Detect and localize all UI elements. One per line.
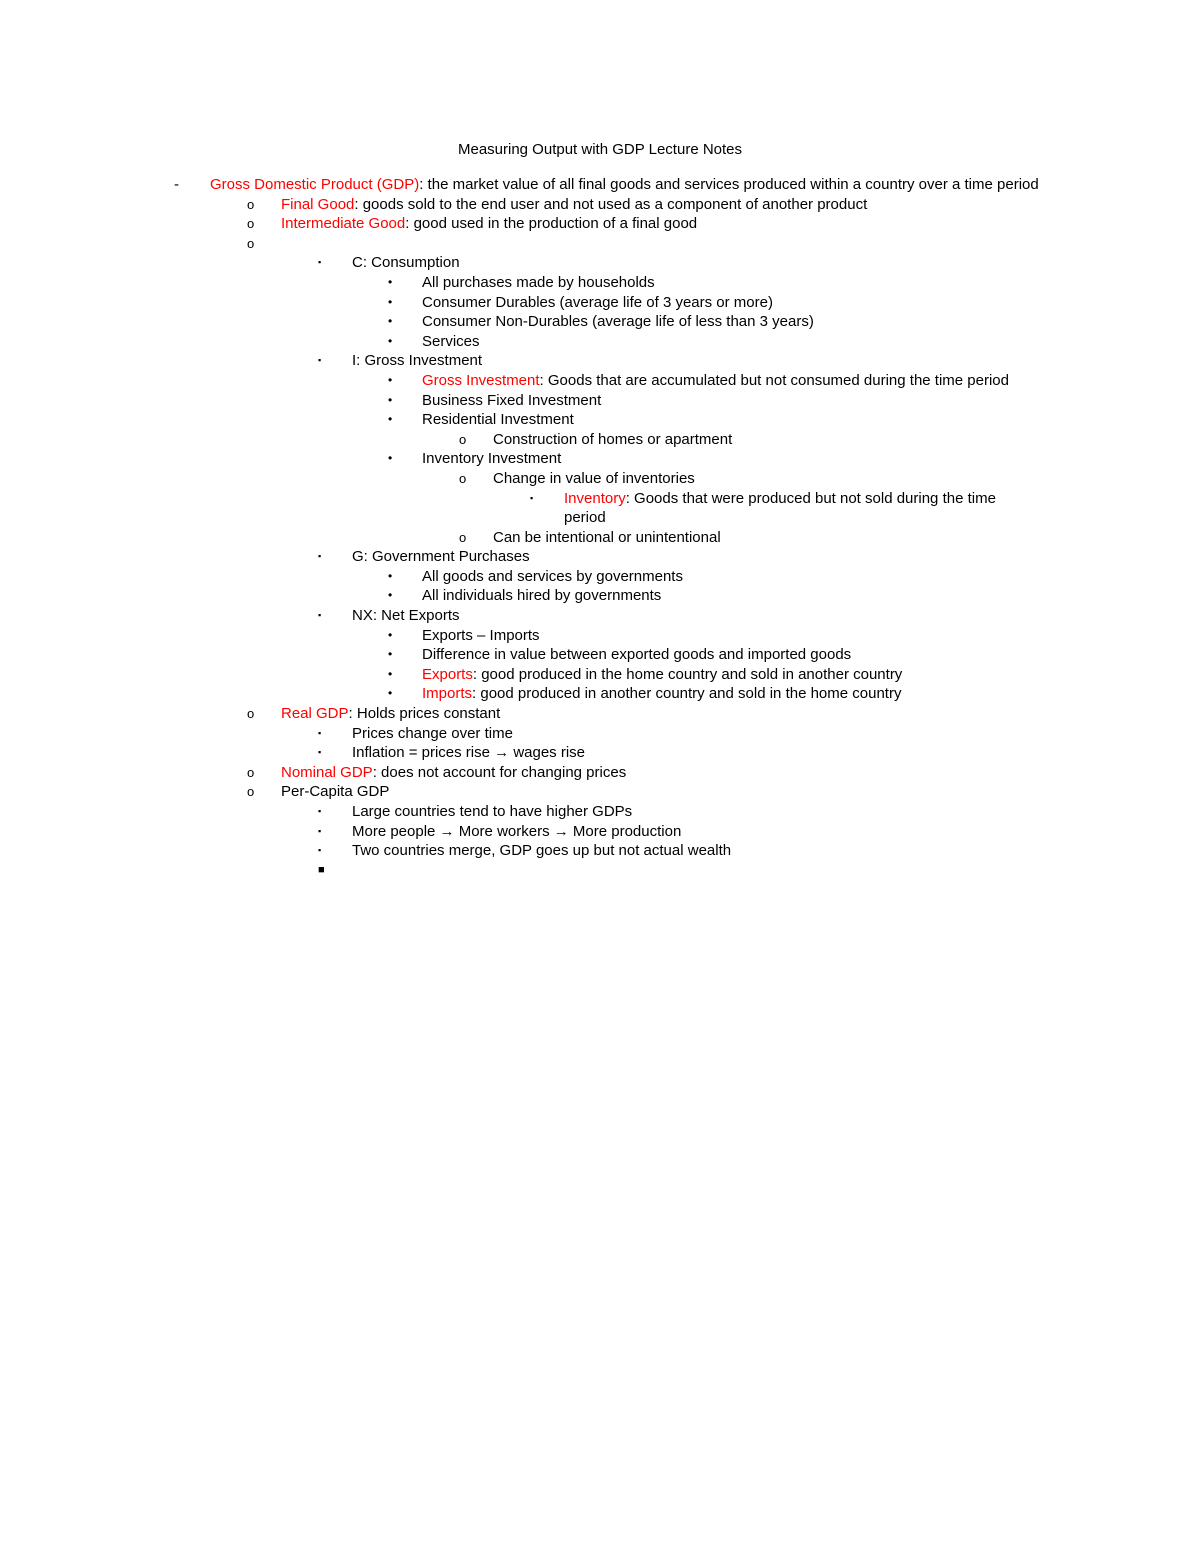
item-body: : Holds prices constant (348, 705, 501, 723)
list-item (0, 449, 1200, 469)
item-body: G: Government Purchases (352, 548, 530, 566)
list-item (0, 430, 1200, 450)
list-item-text (281, 763, 1041, 783)
list-item (0, 391, 1200, 411)
list-item-text (281, 214, 1041, 234)
item-body: Inventory Investment (422, 450, 562, 468)
list-item (0, 665, 1200, 685)
list-item-text (352, 547, 1042, 567)
list-item (0, 782, 1200, 802)
square-bullet: ▪ (318, 257, 322, 268)
item-body: Can be intentional or unintentional (493, 528, 721, 546)
list-item-text (281, 704, 1041, 724)
disc-bullet: • (388, 588, 393, 603)
disc-bullet: • (388, 686, 393, 701)
disc-bullet: • (388, 666, 393, 681)
disc-bullet: • (388, 314, 393, 329)
list-item-text (352, 861, 1042, 881)
list-item (0, 195, 1200, 215)
defined-term: Final Good (281, 195, 355, 213)
item-body: All individuals hired by governments (422, 587, 662, 605)
square-bullet: ▪ (318, 845, 322, 856)
list-item (0, 293, 1200, 313)
disc-bullet: • (388, 333, 393, 348)
list-item (0, 351, 1200, 371)
item-body: Per-Capita GDP (281, 783, 390, 801)
list-item (0, 253, 1200, 273)
square-bullet: ■ (318, 863, 325, 876)
list-item-text (422, 332, 1042, 352)
item-body: Consumer Non-Durables (average life of less than 3 years) (422, 313, 814, 331)
list-item-text (422, 586, 1042, 606)
list-item (0, 822, 1200, 842)
list-item (0, 724, 1200, 744)
circle-bullet: o (247, 216, 255, 232)
circle-bullet: o (247, 764, 255, 780)
list-item-text (352, 724, 1042, 744)
list-item-text (352, 841, 1042, 861)
list-item-text (422, 626, 1042, 646)
outline-list (0, 175, 1200, 880)
item-body: I: Gross Investment (352, 352, 483, 370)
square-bullet: ▪ (318, 610, 322, 621)
item-body: More people → More workers → More production (352, 822, 682, 840)
list-item (0, 743, 1200, 763)
defined-term: Nominal GDP (281, 763, 373, 781)
disc-bullet: • (388, 372, 393, 387)
disc-bullet: • (388, 627, 393, 642)
item-body: Residential Investment (422, 411, 574, 429)
circle-bullet: o (247, 196, 255, 212)
circle-bullet: o (459, 470, 467, 486)
item-body: NX: Net Exports (352, 607, 460, 625)
item-body: : Goods that are accumulated but not consumed during the time period (539, 371, 1009, 389)
square-bullet: ▪ (318, 825, 322, 836)
list-item (0, 841, 1200, 861)
disc-bullet: • (388, 294, 393, 309)
item-body: : the market value of all final goods and services produced within a country over a time period (419, 176, 1039, 193)
item-body: Construction of homes or apartment (493, 430, 733, 448)
list-item (0, 371, 1200, 391)
list-item-text (422, 273, 1042, 293)
list-item-text (422, 371, 1042, 391)
item-body: Services (422, 332, 480, 350)
defined-term: Real GDP (281, 705, 349, 723)
item-body: Difference in value between exported goods and imported goods (422, 646, 852, 664)
item-body: : good produced in the home country and sold in another country (472, 665, 903, 683)
list-item-text (352, 743, 1042, 763)
circle-bullet: o (459, 431, 467, 447)
disc-bullet: • (388, 392, 393, 407)
list-item-text (352, 606, 1042, 626)
item-body: Change in value of inventories (493, 469, 695, 487)
disc-bullet: • (388, 274, 393, 289)
list-item (0, 567, 1200, 587)
list-item-text (422, 449, 1042, 469)
defined-term: Imports (422, 685, 473, 703)
item-body: All purchases made by households (422, 273, 655, 291)
square-bullet: ▪ (318, 747, 322, 758)
list-item-text (352, 822, 1042, 842)
item-body: : good produced in another country and sold in the home country (472, 685, 902, 703)
list-item (0, 214, 1200, 234)
circle-bullet: o (459, 529, 467, 545)
square-bullet: ▪ (318, 355, 322, 366)
item-body: Large countries tend to have higher GDPs (352, 803, 633, 820)
circle-bullet: o (247, 706, 255, 722)
list-item-text (281, 234, 1041, 254)
item-body: Business Fixed Investment (422, 391, 602, 409)
list-item (0, 704, 1200, 724)
list-item (0, 312, 1200, 332)
list-item-text (564, 489, 1019, 528)
square-bullet: ▪ (318, 551, 322, 562)
item-body: Two countries merge, GDP goes up but not actual wealth (352, 842, 732, 860)
list-item (0, 489, 1200, 528)
item-body: Prices change over time (352, 724, 513, 742)
disc-bullet: • (388, 451, 393, 466)
list-item (0, 606, 1200, 626)
square-bullet: ▪ (530, 492, 534, 503)
circle-bullet: o (247, 235, 255, 251)
item-body: Inflation = prices rise → wages rise (352, 744, 586, 762)
list-item (0, 528, 1200, 548)
circle-bullet: o (247, 784, 255, 800)
list-item-text (352, 802, 1042, 822)
item-body: Consumer Durables (average life of 3 years or more) (422, 293, 773, 311)
list-item (0, 626, 1200, 646)
list-item-text (210, 175, 1040, 195)
disc-bullet: • (388, 412, 393, 427)
list-item (0, 763, 1200, 783)
list-item-text (422, 684, 1042, 704)
list-item-text (493, 430, 1043, 450)
list-item-text (281, 782, 1041, 802)
defined-term: Inventory (564, 489, 626, 507)
list-item (0, 684, 1200, 704)
list-item-text (352, 351, 1042, 371)
square-bullet: ▪ (318, 727, 322, 738)
list-item-text (281, 195, 1041, 215)
list-item-text (493, 528, 1043, 548)
item-body: : does not account for changing prices (372, 763, 627, 781)
list-item (0, 547, 1200, 567)
defined-term: Intermediate Good (281, 215, 406, 233)
list-item (0, 273, 1200, 293)
list-item-text (422, 645, 1042, 665)
defined-term: Gross Investment (422, 371, 540, 389)
disc-bullet: • (388, 568, 393, 583)
list-item-text (422, 391, 1042, 411)
item-body: All goods and services by governments (422, 567, 683, 585)
list-item (0, 410, 1200, 430)
item-body: Exports – Imports (422, 626, 540, 644)
list-item-text (422, 410, 1042, 430)
list-item (0, 469, 1200, 489)
list-item-text (493, 469, 1043, 489)
list-item-text (422, 567, 1042, 587)
item-body: : Goods that were produced but not sold during the time period (564, 489, 996, 527)
item-body: : good used in the production of a final good (405, 215, 698, 233)
list-item (0, 234, 1200, 254)
list-item (0, 332, 1200, 352)
square-bullet: ▪ (318, 806, 322, 816)
list-item-text (352, 253, 1042, 273)
item-body: : goods sold to the end user and not used as a component of another product (354, 195, 868, 213)
defined-term: Gross Domestic Product (GDP) (210, 176, 420, 193)
list-item-text (422, 293, 1042, 313)
list-item (0, 802, 1200, 822)
list-item (0, 861, 1200, 881)
disc-bullet: • (388, 647, 393, 662)
defined-term: Exports (422, 665, 473, 683)
list-item (0, 586, 1200, 606)
list-item (0, 175, 1200, 195)
list-item-text (422, 312, 1042, 332)
list-item-text (422, 665, 1042, 685)
list-item (0, 645, 1200, 665)
item-body: C: Consumption (352, 254, 460, 272)
dash-bullet: - (174, 176, 179, 193)
document-title: Measuring Output with GDP Lecture Notes (457, 141, 743, 158)
